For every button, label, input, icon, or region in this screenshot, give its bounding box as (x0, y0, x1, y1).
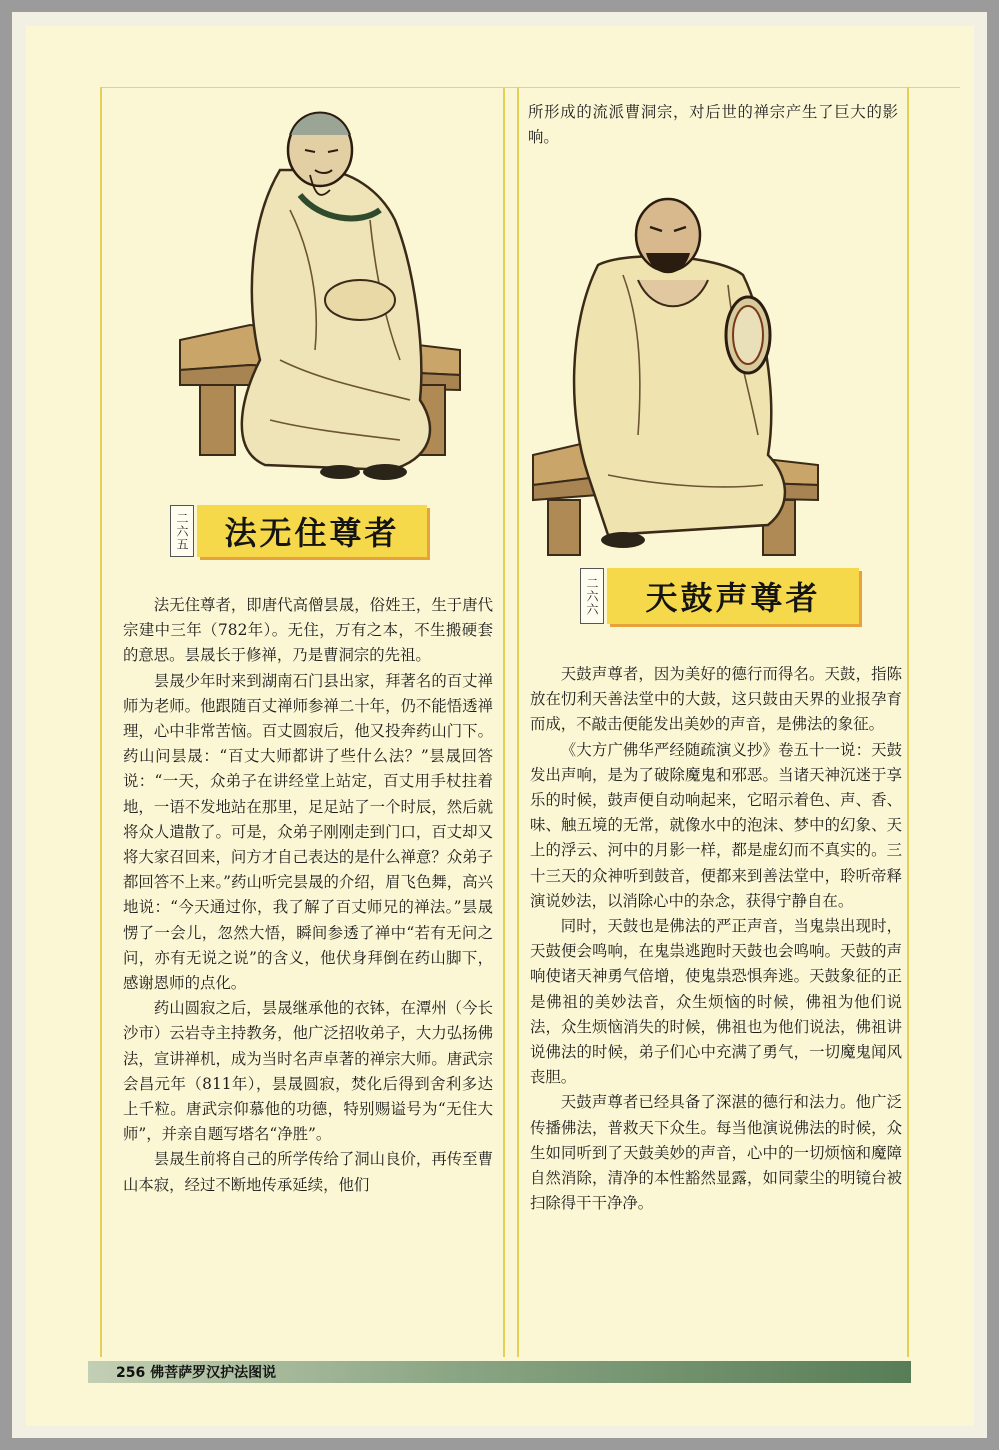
paragraph: 天鼓声尊者，因为美好的德行而得名。天鼓，指陈放在忉利天善法堂中的大鼓，这只鼓由天界的业报孕育而成，不敲击便能发出美妙的声音，是佛法的象征。 (530, 665, 902, 734)
paragraph: 药山圆寂之后，昙晟继承他的衣钵，在潭州（今长沙市）云岩寺主持教务，他广泛招收弟子，大力弘扬佛法，宣讲禅机，成为当时名声卓著的禅宗大师。唐武宗会昌元年（811年），昙晟圆寂，焚化后得到舍利多达上千粒。唐武宗仰慕他的功德，特别赐谥号为“无住大师”，并亲自题写塔名“净胜”。 (123, 999, 493, 1144)
arhat-illustration-right (528, 185, 828, 565)
title-number: 二六六 (580, 568, 604, 624)
title-number: 二六五 (170, 505, 194, 557)
right-continuation (528, 100, 898, 150)
right-text-column (530, 662, 902, 1216)
column-rule (907, 87, 909, 1357)
section-title: 天鼓声尊者 (607, 568, 859, 624)
paragraph: 所形成的流派曹洞宗，对后世的禅宗产生了巨大的影响。 (528, 103, 898, 147)
left-text-column (123, 593, 493, 1198)
paragraph: 天鼓声尊者已经具备了深湛的德行和法力。他广泛传播佛法，普救天下众生。每当他演说佛法的时候，众生如同听到了天鼓美妙的声音，心中的一切烦恼和魔障自然消除，清净的本性豁然显露，如同蒙尘的明镜台被扫除得干干净净。 (530, 1093, 902, 1213)
arhat-illustration-left (170, 100, 470, 500)
page-footer: 256 佛菩萨罗汉护法图说 (116, 1365, 277, 1381)
top-rule (100, 87, 960, 88)
paragraph: 法无住尊者，即唐代高僧昙晟，俗姓王，生于唐代宗建中三年（782年）。无住，万有之本，不生搬硬套的意思。昙晟长于修禅，乃是曹洞宗的先祖。 (123, 596, 493, 665)
column-rule (517, 87, 519, 1357)
paragraph: 昙晟生前将自己的所学传给了洞山良价，再传至曹山本寂，经过不断地传承延续，他们 (123, 1150, 493, 1194)
paragraph: 昙晟少年时来到湖南石门县出家，拜著名的百丈禅师为老师。他跟随百丈禅师参禅二十年，仍不能悟透禅理，心中非常苦恼。百丈圆寂后，他又投奔药山门下。药山问昙晟：“百丈大师都讲了些什么法？”昙晟回答说：“一天，众弟子在讲经堂上站定，百丈用手杖拄着地，一语不发地站在那里，足足站了一个时辰，然后就将众人遣散了。可是，众弟子刚刚走到门口，百丈却又将大家召回来，问方才自己表达的是什么禅意？众弟子都回答不上来。”药山听完昙晟的介绍，眉飞色舞，高兴地说：“今天通过你，我了解了百丈师兄的禅法。”昙晟愣了一会儿，忽然大悟，瞬间参透了禅中“若有无问之问，亦有无说之说”的含义，他伏身拜倒在药山脚下，感谢恩师的点化。 (123, 671, 493, 993)
paragraph: 《大方广佛华严经随疏演义抄》卷五十一说：天鼓发出声响，是为了破除魔鬼和邪恶。当诸天神沉迷于享乐的时候，鼓声便自动响起来，它昭示着色、声、香、味、触五境的无常，就像水中的泡沫、梦中的幻象、天上的浮云、河中的月影一样，都是虚幻而不真实的。三十三天的众神听到鼓音，便都来到善法堂中，聆听帝释演说妙法，以消除心中的杂念，获得宁静自在。 (530, 740, 902, 910)
title-block-left (170, 505, 427, 557)
paragraph: 同时，天鼓也是佛法的严正声音，当鬼祟出现时，天鼓便会鸣响，在鬼祟逃跑时天鼓也会鸣响。天鼓的声响使诸天神勇气倍增，使鬼祟恐惧奔逃。天鼓象征的正是佛祖的美妙法音，众生烦恼的时候，佛祖为他们说法，众生烦恼消失的时候，佛祖也为他们说法，佛祖讲说佛法的时候，弟子们心中充满了勇气，一切魔鬼闻风丧胆。 (530, 917, 902, 1087)
section-title: 法无住尊者 (197, 505, 427, 557)
column-rule (503, 87, 505, 1357)
title-block-right (580, 568, 859, 624)
column-rule (100, 87, 102, 1357)
